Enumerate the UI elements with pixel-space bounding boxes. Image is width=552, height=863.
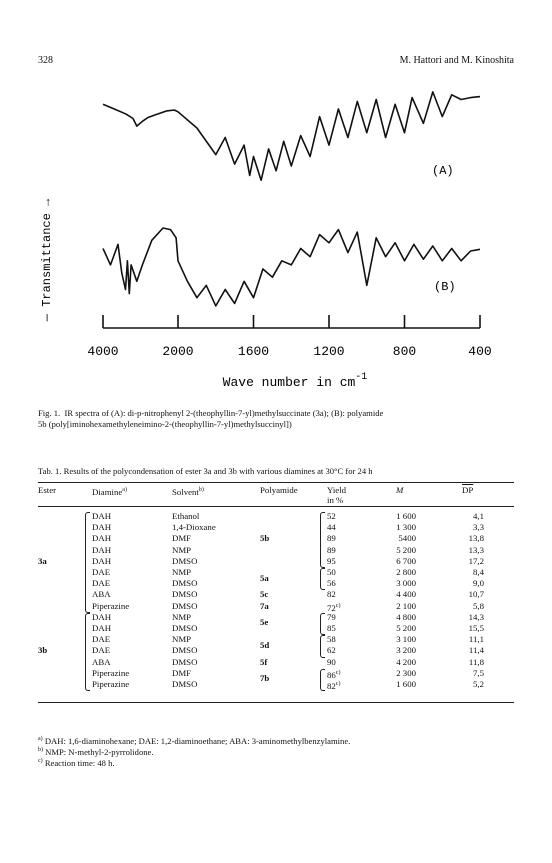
cell-molecular-weight: 5400 <box>398 533 416 544</box>
cell-solvent: DMF <box>172 667 192 678</box>
table-top-rule <box>38 482 514 483</box>
header-solvent: Solvent$^{b)}$ <box>172 486 204 497</box>
figure-caption-text-1: IR spectra of (A): di-p-nitrophenyl 2-(theophyllin-7-yl)methylsuccinate (3a); (B): polyamide <box>64 408 384 418</box>
cell-yield: 89 <box>327 544 336 555</box>
spectrum-line-a <box>103 92 480 180</box>
cell-yield: 85 <box>327 623 336 633</box>
page-number: 328 <box>38 55 53 66</box>
cell-diamine: DAH <box>92 511 112 521</box>
cell-diamine: DAH <box>92 623 112 633</box>
footnote-mark: b) <box>38 747 43 754</box>
cell-diamine: DAE <box>92 634 111 645</box>
cell-solvent: DMSO <box>172 679 198 689</box>
ester-brace-3b <box>85 613 90 691</box>
cell-solvent: DMSO <box>172 600 198 611</box>
cell-diamine: Piperazine <box>92 679 130 689</box>
cell-dp: 15,5 <box>468 623 484 633</box>
yield-brace-0 <box>320 512 325 568</box>
cell-molecular-weight: 5 200 <box>396 623 416 633</box>
cell-dp: 14,3 <box>468 611 484 622</box>
ester-brace-3a <box>85 512 90 613</box>
yield-brace-4 <box>320 669 325 691</box>
cell-molecular-weight: 4 400 <box>396 589 416 600</box>
cell-solvent: DMSO <box>172 578 198 589</box>
header-diamine: Diamine$^{a)}$ <box>92 486 127 497</box>
cell-molecular-weight: 6 700 <box>396 555 416 566</box>
cell-dp: 4,1 <box>473 511 484 521</box>
table-header-rule <box>38 506 514 507</box>
x-axis <box>87 315 491 359</box>
ester-label-3a: 3a <box>38 555 47 566</box>
cell-solvent: NMP <box>172 634 192 645</box>
cell-solvent: NMP <box>172 567 192 577</box>
yield-footnote-mark: c) <box>335 681 341 687</box>
table-bottom-rule <box>38 702 514 703</box>
cell-yield: 50 <box>327 567 336 577</box>
cell-yield: 56 <box>327 578 336 589</box>
figure-caption-label: Fig. 1. <box>38 408 61 418</box>
spectrum-a <box>103 92 480 180</box>
cell-dp: 13,3 <box>468 544 484 555</box>
cell-yield: 82$^{c)}$ <box>327 680 341 691</box>
cell-molecular-weight: 2 300 <box>396 667 416 678</box>
cell-solvent: DMSO <box>172 645 198 656</box>
header-molecular-weight: M <box>396 485 404 495</box>
x-tick-label: 800 <box>392 344 417 359</box>
x-tick-label: 2000 <box>162 344 194 359</box>
cell-yield: 52 <box>327 511 336 521</box>
running-head-authors: M. Hattori and M. Kinoshita <box>399 55 514 66</box>
cell-dp: 11,8 <box>468 656 484 667</box>
polyamide-label-7a: 7a <box>260 600 269 611</box>
polyamide-label-5a: 5a <box>260 572 269 583</box>
cell-dp: 13,8 <box>468 533 484 544</box>
footnote <box>38 747 154 757</box>
footnote-mark: a) <box>38 736 43 743</box>
cell-yield: 89 <box>327 533 336 544</box>
spectrum-line-b <box>103 228 480 306</box>
cell-solvent: DMSO <box>172 589 198 600</box>
yield-brace-1 <box>320 568 325 590</box>
spectrum-a-label: (A) <box>432 164 454 178</box>
cell-diamine: DAE <box>92 578 111 589</box>
cell-solvent: DMF <box>172 533 192 544</box>
cell-diamine: Piperazine <box>92 667 130 678</box>
cell-yield: 79 <box>327 611 336 622</box>
cell-dp: 8,4 <box>473 567 484 577</box>
cell-diamine: DAH <box>92 544 112 555</box>
yield-footnote-mark: c) <box>335 602 341 609</box>
cell-diamine: DAE <box>92 567 111 577</box>
polyamide-label-7b: 7b <box>260 673 270 684</box>
cell-yield: 72$^{c)}$ <box>327 602 341 613</box>
cell-solvent: 1,4-Dioxane <box>172 522 216 533</box>
footnote-text: DAH: 1,6-diaminohexane; DAE: 1,2-diaminoethane; ABA: 3-aminomethylbenzylamine. <box>42 736 351 746</box>
footnote-mark: c) <box>38 758 43 765</box>
header-polyamide: Polyamide <box>260 485 298 495</box>
cell-molecular-weight: 5 200 <box>396 544 416 555</box>
cell-molecular-weight: 3 200 <box>396 645 416 656</box>
figure-caption <box>38 408 518 430</box>
cell-yield: 58 <box>327 634 336 645</box>
spectrum-b <box>103 228 480 306</box>
cell-dp: 7,5 <box>473 667 484 678</box>
cell-solvent: DMSO <box>172 555 198 566</box>
cell-diamine: ABA <box>92 656 111 667</box>
cell-diamine: DAH <box>92 533 112 544</box>
x-axis-label: Wave number in $cm^{-1}$ <box>222 372 368 390</box>
cell-dp: 17,2 <box>468 555 484 566</box>
cell-molecular-weight: 1 600 <box>396 679 416 689</box>
footnote-text: Reaction time: 48 h. <box>42 758 115 768</box>
cell-diamine: DAH <box>92 611 112 622</box>
cell-diamine: Piperazine <box>92 600 130 611</box>
cell-molecular-weight: 4 200 <box>396 656 416 667</box>
cell-yield: 90 <box>327 656 336 667</box>
x-tick-label: 400 <box>468 344 492 359</box>
cell-dp: 10,7 <box>468 589 484 600</box>
cell-yield: 62 <box>327 645 336 656</box>
cell-solvent: Ethanol <box>172 511 200 521</box>
cell-dp: 5,8 <box>473 600 484 611</box>
polyamide-label-5b: 5b <box>260 533 270 544</box>
cell-molecular-weight: 1 300 <box>396 522 416 533</box>
footnote <box>38 736 350 746</box>
footnote-text: NMP: N-methyl-2-pyrrolidone. <box>43 747 154 757</box>
cell-yield: 82 <box>327 589 336 600</box>
spectrum-b-label: (B) <box>434 280 456 294</box>
x-tick-label: 1600 <box>237 344 270 359</box>
cell-dp: 9,0 <box>473 578 484 589</box>
cell-molecular-weight: 1 600 <box>396 511 416 521</box>
cell-diamine: DAE <box>92 645 111 656</box>
polyamide-label-5c: 5c <box>260 589 269 600</box>
header-ester: Ester <box>38 485 57 495</box>
x-tick-label: 4000 <box>87 344 119 359</box>
polyamide-label-5d: 5d <box>260 639 270 650</box>
polyamide-label-5f: 5f <box>260 656 268 667</box>
cell-yield: 86$^{c)}$ <box>327 669 341 680</box>
ester-label-3b: 3b <box>38 645 48 656</box>
cell-solvent: DMSO <box>172 623 198 633</box>
polyamide-label-5e: 5e <box>260 617 269 628</box>
cell-diamine: ABA <box>92 589 111 600</box>
cell-solvent: DMSO <box>172 656 198 667</box>
cell-molecular-weight: 3 000 <box>396 578 416 589</box>
cell-dp: 3,3 <box>473 522 484 533</box>
figure-caption-text-2: 5b (poly[iminohexamethyleneimino-2-(theophyllin-7-yl)methylsuccinyl]) <box>38 419 292 429</box>
y-axis-label: — Transmittance → <box>40 198 54 322</box>
table-caption: Tab. 1. Results of the polycondensation of ester 3a and 3b with various diamines at 30°C for 24 h <box>38 466 373 476</box>
cell-dp: 11,1 <box>468 634 484 645</box>
cell-yield: 95 <box>327 555 336 566</box>
cell-diamine: DAH <box>92 522 112 533</box>
cell-molecular-weight: 2 800 <box>396 567 416 577</box>
cell-diamine: DAH <box>92 555 112 566</box>
cell-molecular-weight: 4 800 <box>396 611 416 622</box>
cell-dp: 11,4 <box>468 645 484 656</box>
cell-yield: 44 <box>327 522 336 533</box>
yield-brace-2 <box>320 613 325 635</box>
yield-footnote-mark: c) <box>335 669 341 676</box>
header-yield: Yield <box>327 485 347 495</box>
ir-spectra-figure <box>0 70 552 400</box>
cell-molecular-weight: 2 100 <box>396 600 416 611</box>
cell-molecular-weight: 3 100 <box>396 634 416 645</box>
header-yield-unit: in % <box>327 495 344 505</box>
footnote <box>38 758 115 768</box>
cell-solvent: NMP <box>172 611 192 622</box>
x-tick-label: 1200 <box>313 344 345 359</box>
cell-solvent: NMP <box>172 544 192 555</box>
yield-brace-3 <box>320 635 325 657</box>
cell-dp: 5,2 <box>473 679 484 689</box>
header-dp: $\overline{DP}$ <box>462 485 474 495</box>
